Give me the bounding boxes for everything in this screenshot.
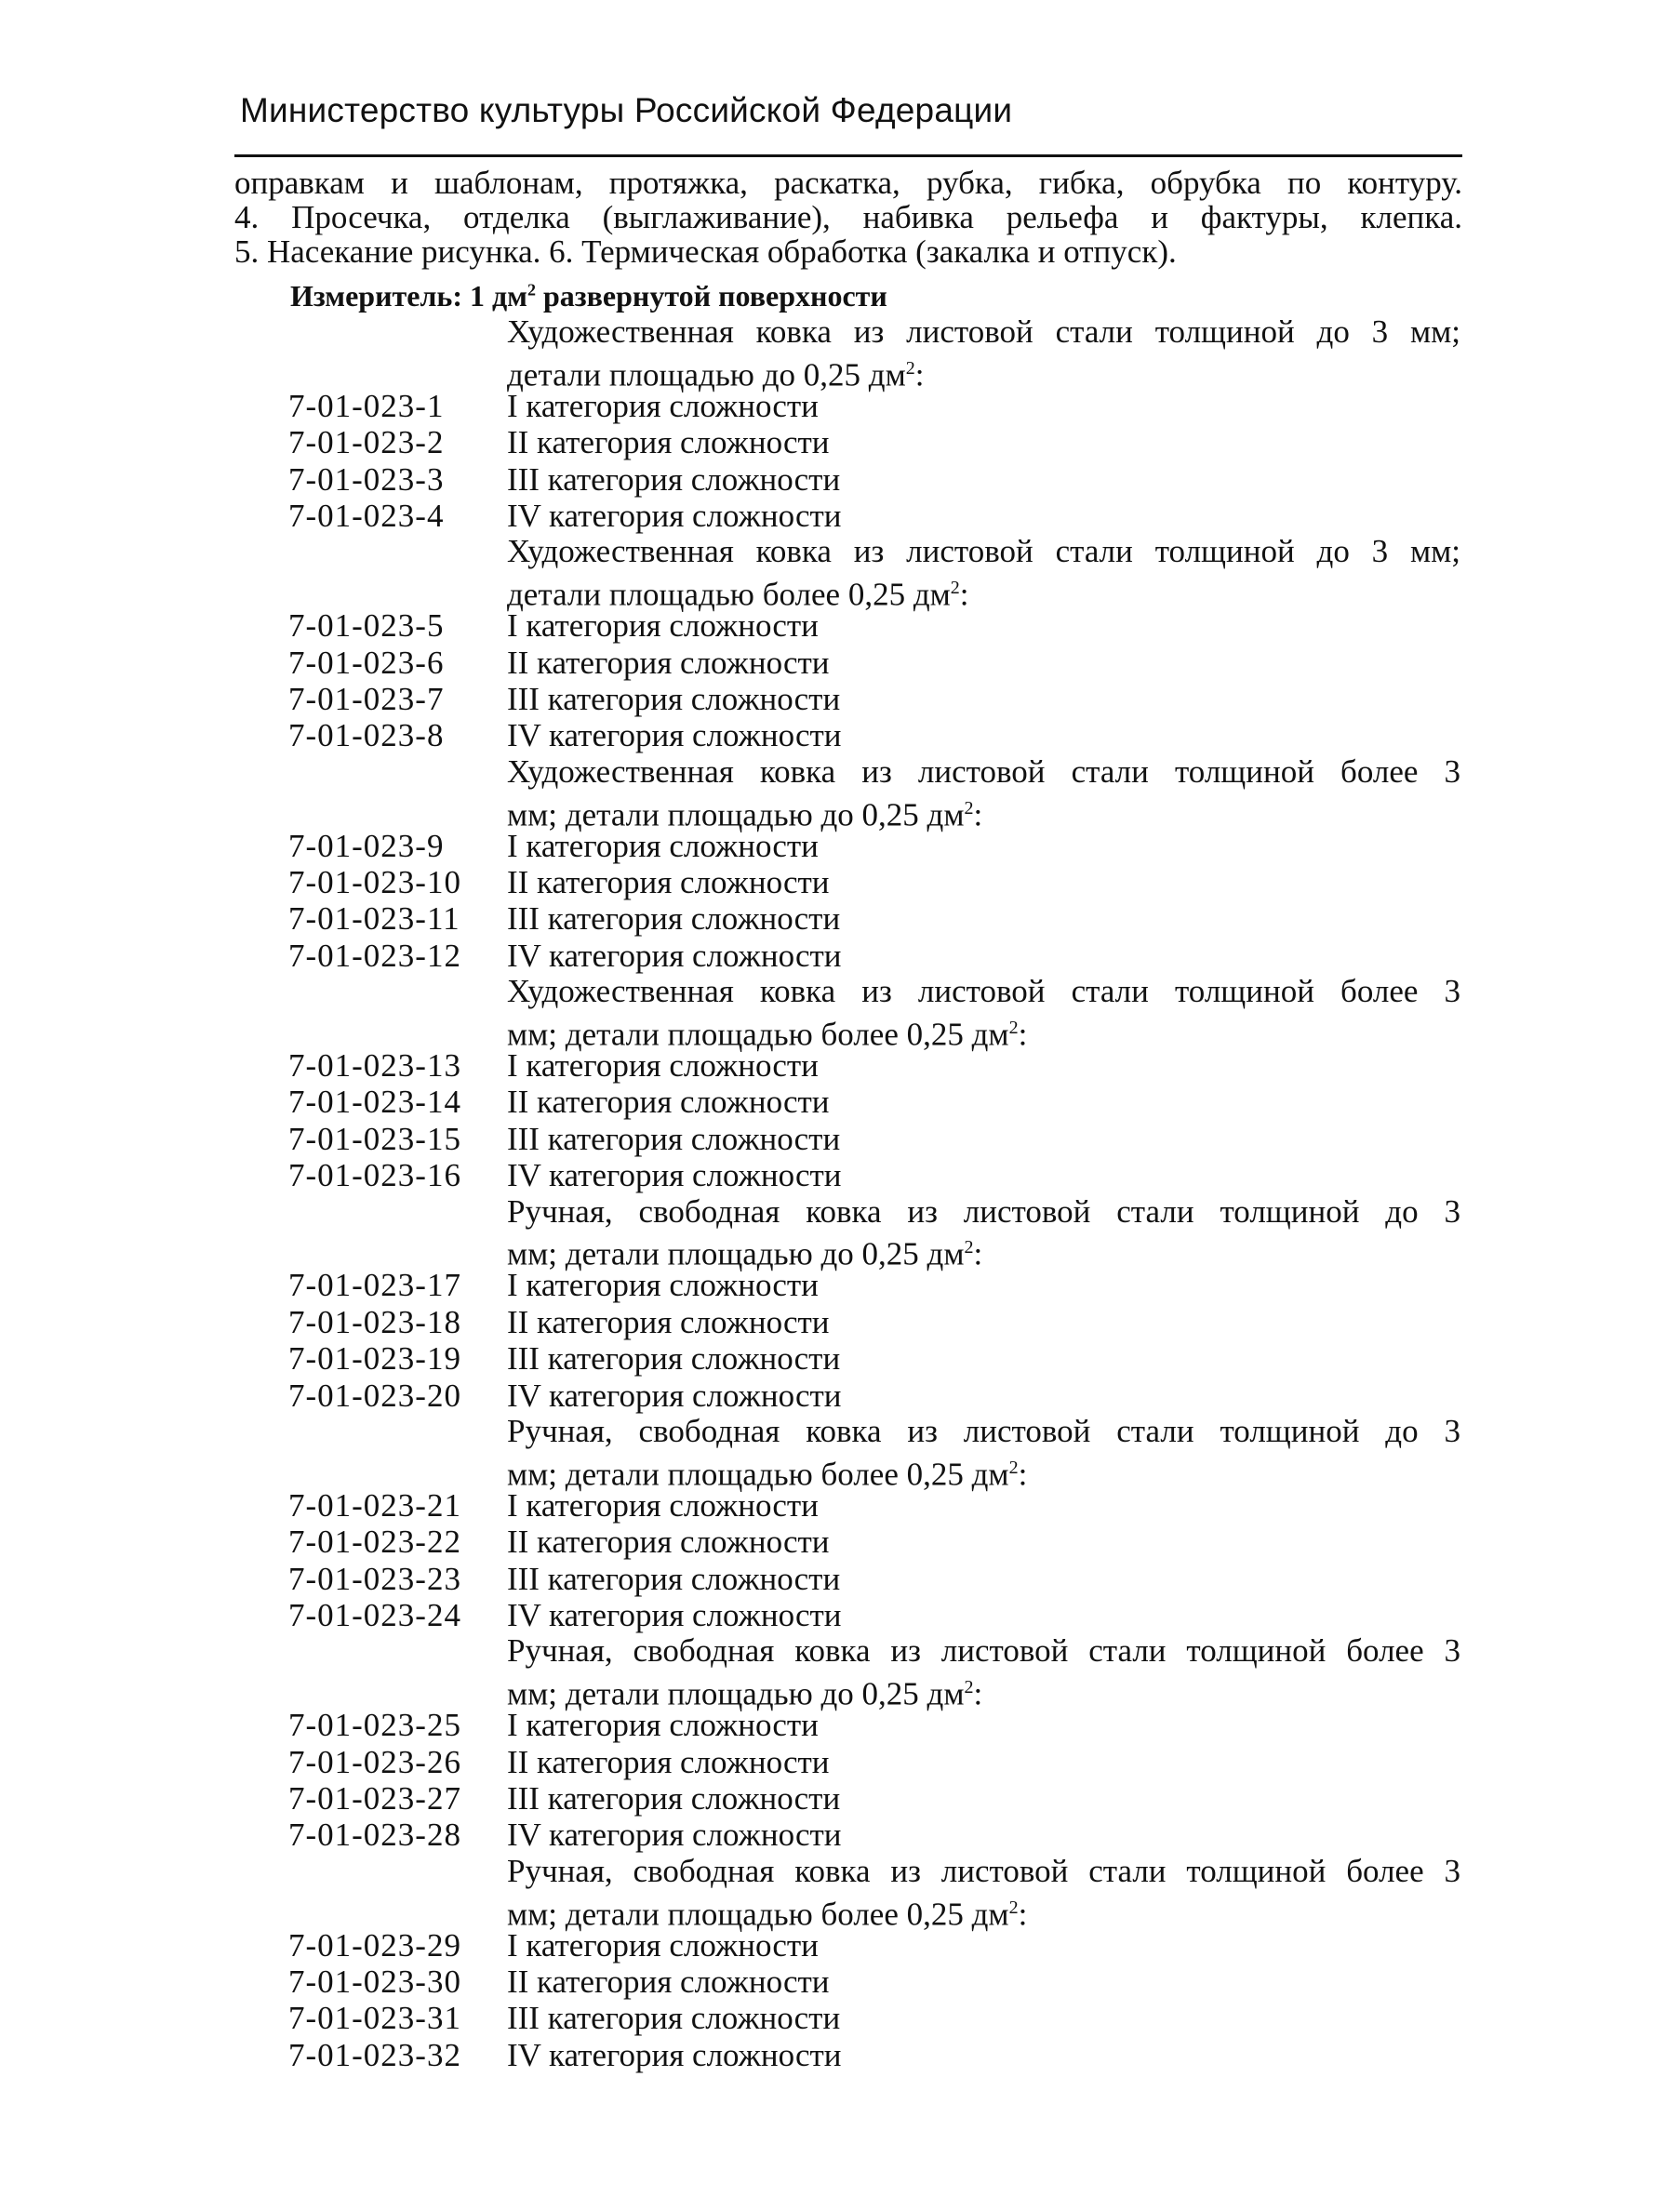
complexity-category-label: III категория сложности (507, 1120, 841, 1157)
group-heading (507, 1633, 1460, 1712)
complexity-category-label: IV категория сложности (507, 498, 842, 534)
group-heading-tail: : (1018, 1016, 1028, 1053)
norm-code: 7-01-023-12 (288, 937, 461, 974)
complexity-category-label: IV категория сложности (507, 1597, 842, 1633)
group-heading-text: детали площадью до 0,25 дм (507, 356, 906, 393)
group-heading-text: мм; детали площадью до 0,25 дм (507, 796, 965, 833)
group-heading-tail: : (959, 576, 969, 613)
complexity-category-label: I категория сложности (507, 387, 819, 424)
group-heading-text: мм; детали площадью более 0,25 дм (507, 1896, 1009, 1933)
norm-code: 7-01-023-11 (288, 900, 460, 938)
group-heading-tail: : (1018, 1896, 1028, 1933)
group-heading-superscript: 2 (964, 1677, 974, 1698)
complexity-category-label: II категория сложности (507, 1084, 830, 1121)
group-heading (507, 1194, 1460, 1273)
complexity-category-label: II категория сложности (507, 1303, 830, 1340)
group-heading (507, 534, 1460, 613)
group-heading-text: мм; детали площадью более 0,25 дм (507, 1456, 1009, 1493)
complexity-category-label: III категория сложности (507, 2000, 841, 2037)
intro-paragraph (234, 166, 1462, 269)
norm-code: 7-01-023-24 (288, 1597, 461, 1633)
group-heading-tail: : (973, 1235, 983, 1272)
group-heading-superscript: 2 (950, 578, 960, 599)
complexity-category-label: IV категория сложности (507, 1817, 842, 1854)
norm-code: 7-01-023-15 (288, 1120, 461, 1157)
group-heading-line: Ручная, свободная ковка из листовой стали толщиной более 3 (507, 1632, 1460, 1670)
group-heading-line: Художественная ковка из листовой стали толщиной до 3 мм; (507, 533, 1460, 570)
norm-code: 7-01-023-29 (288, 1926, 461, 1964)
intro-line: 5. Насекание рисунка. 6. Термическая обработка (закалка и отпуск). (234, 233, 1177, 270)
group-heading-line: Ручная, свободная ковка из листовой стали толщиной до 3 (507, 1413, 1460, 1449)
complexity-category-label: II категория сложности (507, 1743, 830, 1780)
intro-line: оправкам и шаблонам, протяжка, раскатка, рубка, гибка, обрубка по контуру. (234, 165, 1462, 201)
page-header-title: Министерство культуры Российской Федерации (240, 91, 1013, 129)
group-heading-tail: : (1018, 1456, 1028, 1493)
norm-code: 7-01-023-31 (288, 2000, 461, 2037)
group-heading (507, 1854, 1460, 1933)
norm-code: 7-01-023-16 (288, 1157, 461, 1194)
complexity-category-label: I категория сложности (507, 1267, 819, 1304)
norm-code: 7-01-023-13 (288, 1047, 461, 1084)
norm-code: 7-01-023-5 (288, 607, 445, 645)
norm-code: 7-01-023-19 (288, 1340, 461, 1378)
norm-code: 7-01-023-7 (288, 681, 445, 717)
group-heading-text: детали площадью более 0,25 дм (507, 576, 951, 613)
group-heading-superscript: 2 (964, 797, 974, 819)
measure-prefix: Измеритель: 1 дм (290, 279, 527, 313)
complexity-category-label: I категория сложности (507, 607, 819, 645)
norm-code: 7-01-023-14 (288, 1084, 461, 1121)
intro-line: 4. Просечка, отделка (выглаживание), набивка рельефа и фактуры, клепка. (234, 199, 1462, 235)
complexity-category-label: III категория сложности (507, 681, 841, 717)
norm-code: 7-01-023-26 (288, 1743, 461, 1780)
group-heading-line: Художественная ковка из листовой стали толщиной более 3 (507, 752, 1460, 790)
complexity-category-label: I категория сложности (507, 1486, 819, 1524)
norm-code: 7-01-023-21 (288, 1486, 461, 1524)
group-heading-text: мм; детали площадью более 0,25 дм (507, 1016, 1009, 1053)
header-divider (234, 154, 1462, 157)
complexity-category-label: III категория сложности (507, 460, 841, 498)
group-heading-line: Художественная ковка из листовой стали толщиной до 3 мм; (507, 313, 1460, 350)
norm-code: 7-01-023-17 (288, 1267, 461, 1304)
norm-code: 7-01-023-32 (288, 2036, 461, 2073)
norm-code: 7-01-023-9 (288, 827, 445, 864)
complexity-category-label: IV категория сложности (507, 937, 842, 974)
group-heading-line: Ручная, свободная ковка из листовой стали толщиной более 3 (507, 1852, 1460, 1889)
group-heading-tail: : (914, 356, 925, 393)
norm-code: 7-01-023-28 (288, 1817, 461, 1854)
norm-code: 7-01-023-25 (288, 1707, 461, 1744)
complexity-category-label: II категория сложности (507, 1964, 830, 2000)
complexity-category-label: III категория сложности (507, 1340, 841, 1378)
norm-code: 7-01-023-22 (288, 1524, 461, 1561)
complexity-category-label: IV категория сложности (507, 1157, 842, 1194)
group-heading (507, 1414, 1460, 1493)
measure-superscript: 2 (527, 280, 536, 300)
norm-code: 7-01-023-6 (288, 644, 445, 681)
complexity-category-label: II категория сложности (507, 644, 830, 681)
norm-code: 7-01-023-27 (288, 1780, 461, 1817)
complexity-category-label: II категория сложности (507, 864, 830, 900)
norm-code: 7-01-023-3 (288, 460, 445, 498)
complexity-category-label: I категория сложности (507, 1926, 819, 1964)
group-heading-line: Художественная ковка из листовой стали толщиной более 3 (507, 973, 1460, 1010)
group-heading (507, 314, 1460, 393)
complexity-category-label: III категория сложности (507, 1780, 841, 1817)
complexity-category-label: IV категория сложности (507, 717, 842, 754)
complexity-category-label: II категория сложности (507, 424, 830, 461)
complexity-category-label: IV категория сложности (507, 2036, 842, 2073)
group-heading-superscript: 2 (1008, 1457, 1019, 1478)
group-heading-text: мм; детали площадью до 0,25 дм (507, 1675, 965, 1712)
group-heading (507, 974, 1460, 1053)
norm-code: 7-01-023-23 (288, 1560, 461, 1597)
complexity-category-label: III категория сложности (507, 900, 841, 938)
norm-code: 7-01-023-4 (288, 498, 445, 534)
group-heading-tail: : (973, 796, 983, 833)
norm-code: 7-01-023-8 (288, 717, 445, 754)
norm-code: 7-01-023-1 (288, 387, 445, 424)
complexity-category-label: IV категория сложности (507, 1377, 842, 1414)
complexity-category-label: I категория сложности (507, 1047, 819, 1084)
group-heading-superscript: 2 (964, 1237, 974, 1258)
group-heading (507, 754, 1460, 833)
group-heading-superscript: 2 (1008, 1897, 1019, 1918)
norm-code: 7-01-023-20 (288, 1377, 461, 1414)
norm-code: 7-01-023-2 (288, 424, 445, 461)
group-heading-superscript: 2 (905, 357, 915, 379)
complexity-category-label: III категория сложности (507, 1560, 841, 1597)
measure-suffix: развернутой поверхности (535, 279, 887, 313)
complexity-category-label: I категория сложности (507, 827, 819, 864)
norm-code: 7-01-023-10 (288, 864, 461, 900)
norm-code: 7-01-023-18 (288, 1303, 461, 1340)
complexity-category-label: II категория сложности (507, 1524, 830, 1561)
complexity-category-label: I категория сложности (507, 1707, 819, 1744)
group-heading-superscript: 2 (1008, 1017, 1019, 1038)
norm-code: 7-01-023-30 (288, 1964, 461, 2000)
measure-unit-heading (290, 279, 887, 313)
group-heading-line: Ручная, свободная ковка из листовой стали толщиной до 3 (507, 1192, 1460, 1230)
group-heading-text: мм; детали площадью до 0,25 дм (507, 1235, 965, 1272)
group-heading-tail: : (973, 1675, 983, 1712)
